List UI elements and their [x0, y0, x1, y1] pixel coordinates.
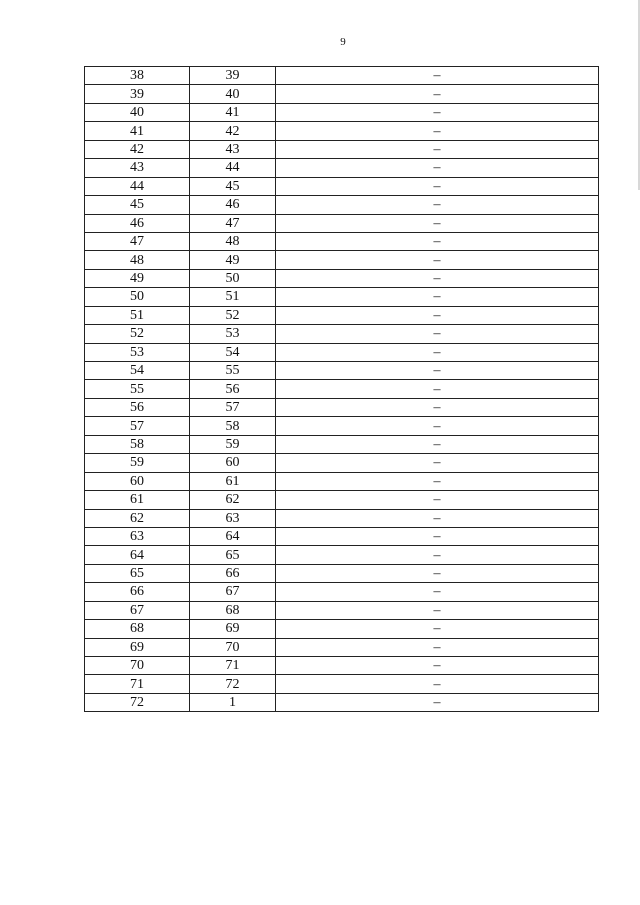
table-row: [85, 251, 599, 269]
table-cell: 57: [85, 417, 190, 435]
table-row: [85, 343, 599, 361]
table-cell: 42: [190, 122, 276, 140]
table-cell: 49: [190, 251, 276, 269]
table-cell: 50: [85, 288, 190, 306]
table-cell: 46: [190, 196, 276, 214]
table-row: [85, 527, 599, 545]
table-cell: –: [276, 454, 599, 472]
table-row: [85, 325, 599, 343]
table-cell: –: [276, 214, 599, 232]
table-cell: –: [276, 564, 599, 582]
table-cell: 65: [190, 546, 276, 564]
table-row: [85, 638, 599, 656]
table-cell: 40: [190, 85, 276, 103]
table-row: [85, 362, 599, 380]
table-cell: –: [276, 491, 599, 509]
table-cell: –: [276, 269, 599, 287]
table-cell: 67: [85, 601, 190, 619]
table-cell: –: [276, 362, 599, 380]
table-row: [85, 159, 599, 177]
table-cell: 61: [190, 472, 276, 490]
table-cell: 48: [190, 232, 276, 250]
table-cell: 44: [190, 159, 276, 177]
table-cell: 70: [85, 657, 190, 675]
table-cell: 60: [85, 472, 190, 490]
table-cell: 69: [85, 638, 190, 656]
table-cell: 66: [190, 564, 276, 582]
table-row: [85, 288, 599, 306]
table-cell: –: [276, 177, 599, 195]
table-cell: 61: [85, 491, 190, 509]
table-row: [85, 472, 599, 490]
table-row: [85, 491, 599, 509]
table-cell: 62: [85, 509, 190, 527]
table-cell: 39: [190, 67, 276, 85]
table-cell: 51: [85, 306, 190, 324]
table-cell: 64: [190, 527, 276, 545]
table-cell: –: [276, 251, 599, 269]
table-cell: –: [276, 232, 599, 250]
table-cell: 43: [190, 140, 276, 158]
table-cell: 40: [85, 103, 190, 121]
table-cell: –: [276, 140, 599, 158]
table-row: [85, 122, 599, 140]
table-row: [85, 417, 599, 435]
table-cell: 52: [190, 306, 276, 324]
table-cell: 68: [85, 620, 190, 638]
table-cell: –: [276, 583, 599, 601]
table-cell: 52: [85, 325, 190, 343]
data-table: [84, 66, 599, 712]
page-number: 9: [340, 36, 346, 48]
table-row: [85, 657, 599, 675]
table-cell: 47: [190, 214, 276, 232]
table-cell: –: [276, 288, 599, 306]
table-row: [85, 103, 599, 121]
table-cell: –: [276, 620, 599, 638]
table-row: [85, 564, 599, 582]
table-cell: –: [276, 435, 599, 453]
table-cell: –: [276, 509, 599, 527]
table-cell: 71: [85, 675, 190, 693]
table-cell: –: [276, 693, 599, 711]
table-cell: 63: [190, 509, 276, 527]
table-row: [85, 601, 599, 619]
table-cell: –: [276, 343, 599, 361]
table-cell: 59: [85, 454, 190, 472]
table-row: [85, 177, 599, 195]
table-cell: 58: [85, 435, 190, 453]
table-cell: 56: [190, 380, 276, 398]
table-cell: 54: [190, 343, 276, 361]
table-cell: 55: [190, 362, 276, 380]
table-cell: 45: [85, 196, 190, 214]
table-cell: 72: [190, 675, 276, 693]
table-cell: 59: [190, 435, 276, 453]
table-row: [85, 196, 599, 214]
table-cell: –: [276, 398, 599, 416]
table-cell: 62: [190, 491, 276, 509]
table-row: [85, 214, 599, 232]
table-cell: 53: [85, 343, 190, 361]
table-cell: 72: [85, 693, 190, 711]
table-cell: –: [276, 527, 599, 545]
table-cell: 56: [85, 398, 190, 416]
table-cell: 65: [85, 564, 190, 582]
table-row: [85, 140, 599, 158]
table-cell: 43: [85, 159, 190, 177]
table-cell: –: [276, 675, 599, 693]
table-row: [85, 693, 599, 711]
table-row: [85, 306, 599, 324]
table-cell: 57: [190, 398, 276, 416]
table-cell: –: [276, 546, 599, 564]
table-cell: 47: [85, 232, 190, 250]
table-row: [85, 546, 599, 564]
table-cell: –: [276, 159, 599, 177]
table-cell: 69: [190, 620, 276, 638]
table-cell: 66: [85, 583, 190, 601]
table-row: [85, 269, 599, 287]
table-row: [85, 435, 599, 453]
table-cell: 38: [85, 67, 190, 85]
table-cell: 46: [85, 214, 190, 232]
table-cell: –: [276, 417, 599, 435]
table-cell: 39: [85, 85, 190, 103]
table-row: [85, 583, 599, 601]
table-cell: 41: [190, 103, 276, 121]
table-cell: 64: [85, 546, 190, 564]
table-cell: 51: [190, 288, 276, 306]
table-cell: 67: [190, 583, 276, 601]
table-cell: –: [276, 657, 599, 675]
table-cell: –: [276, 306, 599, 324]
table-cell: 44: [85, 177, 190, 195]
table-cell: 49: [85, 269, 190, 287]
table-cell: 48: [85, 251, 190, 269]
table-row: [85, 232, 599, 250]
table-cell: 54: [85, 362, 190, 380]
table-row: [85, 67, 599, 85]
table-cell: 55: [85, 380, 190, 398]
table-cell: 41: [85, 122, 190, 140]
table-cell: 58: [190, 417, 276, 435]
table-cell: –: [276, 85, 599, 103]
table-row: [85, 85, 599, 103]
table-cell: –: [276, 67, 599, 85]
table-cell: –: [276, 638, 599, 656]
table-body: [85, 67, 599, 712]
table-row: [85, 454, 599, 472]
table-cell: –: [276, 122, 599, 140]
table-cell: 50: [190, 269, 276, 287]
table-cell: 42: [85, 140, 190, 158]
table-cell: –: [276, 196, 599, 214]
table-cell: 71: [190, 657, 276, 675]
table-cell: 63: [85, 527, 190, 545]
table-cell: –: [276, 103, 599, 121]
table-row: [85, 398, 599, 416]
table-row: [85, 509, 599, 527]
table-cell: –: [276, 601, 599, 619]
table-cell: 68: [190, 601, 276, 619]
table-cell: 1: [190, 693, 276, 711]
table-cell: 45: [190, 177, 276, 195]
table-row: [85, 675, 599, 693]
table-cell: –: [276, 325, 599, 343]
table-cell: 60: [190, 454, 276, 472]
table-cell: –: [276, 472, 599, 490]
table-row: [85, 380, 599, 398]
table-cell: 70: [190, 638, 276, 656]
table-cell: 53: [190, 325, 276, 343]
table-row: [85, 620, 599, 638]
table-cell: –: [276, 380, 599, 398]
